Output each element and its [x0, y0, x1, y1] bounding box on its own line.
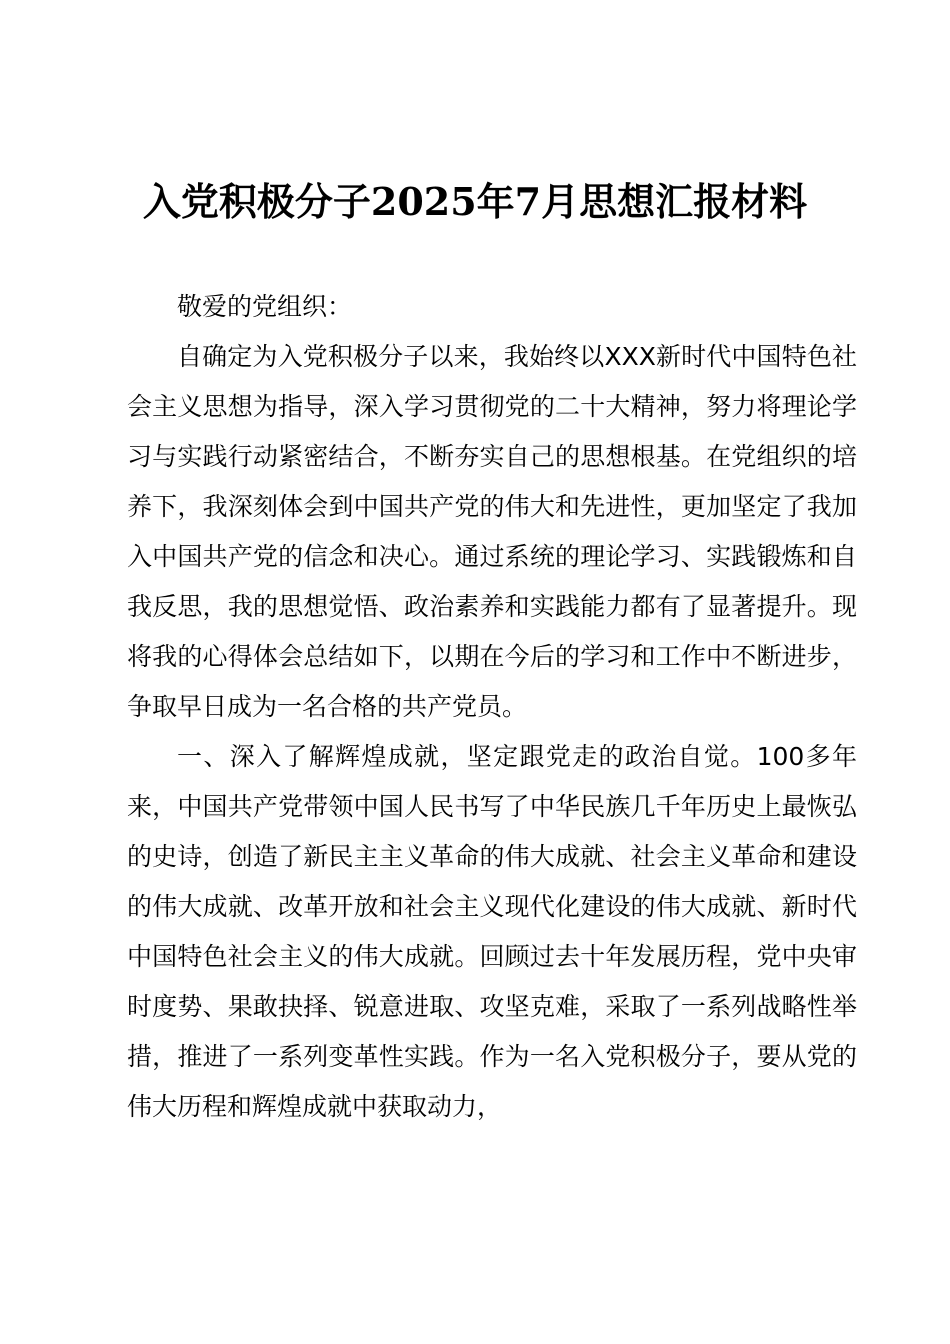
salutation: 敬爱的党组织：	[177, 292, 353, 321]
document-body	[127, 282, 857, 1132]
paragraph-intro: 自确定为入党积极分子以来，我始终以XXX新时代中国特色社会主义思想为指导，深入学习贯彻党的二十大精神，努力将理论学习与实践行动紧密结合，不断夯实自己的思想根基。在党组织的培养下，我深刻体会到中国共产党的伟大和先进性，更加坚定了我加入中国共产党的信念和决心。通过系统的理论学习、实践锻炼和自我反思，我的思想觉悟、政治素养和实践能力都有了显著提升。现将我的心得体会总结如下，以期在今后的学习和工作中不断进步，争取早日成为一名合格的共产党员。	[127, 342, 857, 721]
paragraph-section-one: 一、深入了解辉煌成就，坚定跟党走的政治自觉。100多年来，中国共产党带领中国人民书写了中华民族几千年历史上最恢弘的史诗，创造了新民主主义革命的伟大成就、社会主义革命和建设的伟大成就、改革开放和社会主义现代化建设的伟大成就、新时代中国特色社会主义的伟大成就。回顾过去十年发展历程，党中央审时度势、果敢抉择、锐意进取、攻坚克难，采取了一系列战略性举措，推进了一系列变革性实践。作为一名入党积极分子，要从党的伟大历程和辉煌成就中获取动力，	[127, 742, 857, 1121]
document-title: 入党积极分子2025年7月思想汇报材料	[142, 179, 808, 224]
